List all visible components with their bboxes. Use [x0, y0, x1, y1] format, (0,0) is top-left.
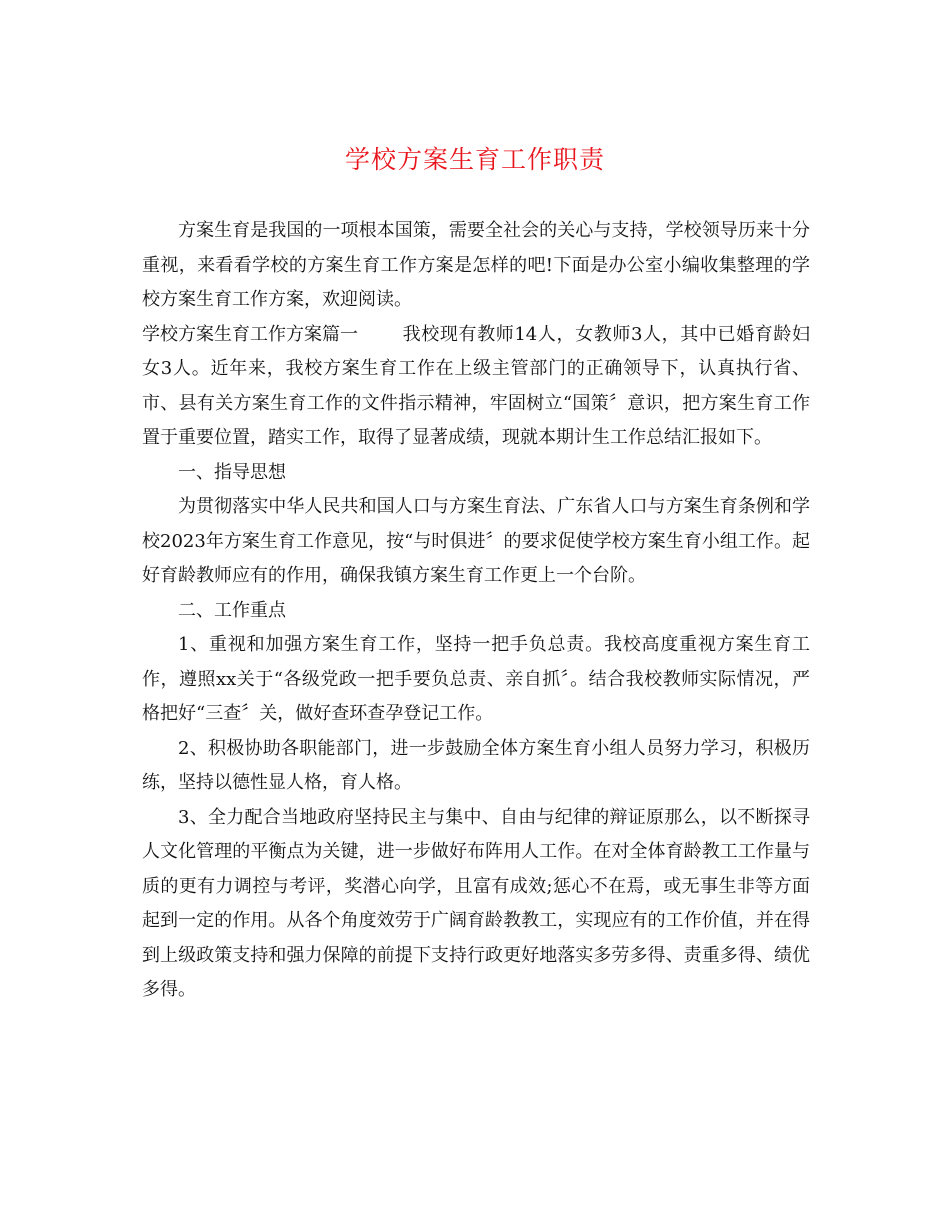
- page-title: 学校方案生育工作职责: [344, 145, 605, 174]
- work-item-1: 1、重视和加强方案生育工作，坚持一把手负总责。我校高度重视方案生育工作，遵照xx关于“各级党政一把手要负总责、亲自抓〞。结合我校教师实际情况，严格把好“三查〞关，做好查环查孕登记工作。: [142, 634, 810, 724]
- section-label: 学校方案生育工作方案篇一: [142, 323, 358, 345]
- heading-work-focus: 二、工作重点: [178, 599, 286, 621]
- work-item-3: 3、全力配合当地政府坚持民主与集中、自由与纪律的辩证原那么，以不断探寻人文化管理的平衡点为关键，进一步做好布阵用人工作。在对全体育龄教工工作量与质的更有力调控与考评，奖潜心向学，且富有成效;惩心不在焉，或无事生非等方面起到一定的作用。从各个角度效劳于广阔育龄教教工，实现应有的工作价值，并在得到上级政策支持和强力保障的前提下支持行政更好地落实多劳多得、责重多得、绩优多得。: [142, 806, 810, 1000]
- work-item-2: 2、积极协助各职能部门，进一步鼓励全体方案生育小组人员努力学习，积极历练，坚持以德性显人格，育人格。: [142, 737, 810, 793]
- document-body: [142, 214, 810, 1008]
- section-first-text: 我校现有教师14人，女教师3人，其中已婚育龄妇女3人。近年来，我校方案生育工作在上级主管部门的正确领导下，认真执行省、市、县有关方案生育工作的文件指示精神，牢固树立“国策〞意识，把方案生育工作置于重要位置，踏实工作，取得了显著成绩，现就本期计生工作总结汇报如下。: [142, 323, 810, 448]
- guiding-thought-paragraph: 为贯彻落实中华人民共和国人口与方案生育法、广东省人口与方案生育条例和学校2023年方案生育工作意见，按“与时俱进〞的要求促使学校方案生育小组工作。起好育龄教师应有的作用，确保我镇方案生育工作更上一个台阶。: [142, 496, 810, 586]
- heading-guiding-thought: 一、指导思想: [178, 461, 286, 483]
- section-paragraph: [142, 318, 810, 456]
- intro-paragraph: 方案生育是我国的一项根本国策，需要全社会的关心与支持，学校领导历来十分重视，来看看学校的方案生育工作方案是怎样的吧!下面是办公室小编收集整理的学校方案生育工作方案，欢迎阅读。: [142, 220, 810, 310]
